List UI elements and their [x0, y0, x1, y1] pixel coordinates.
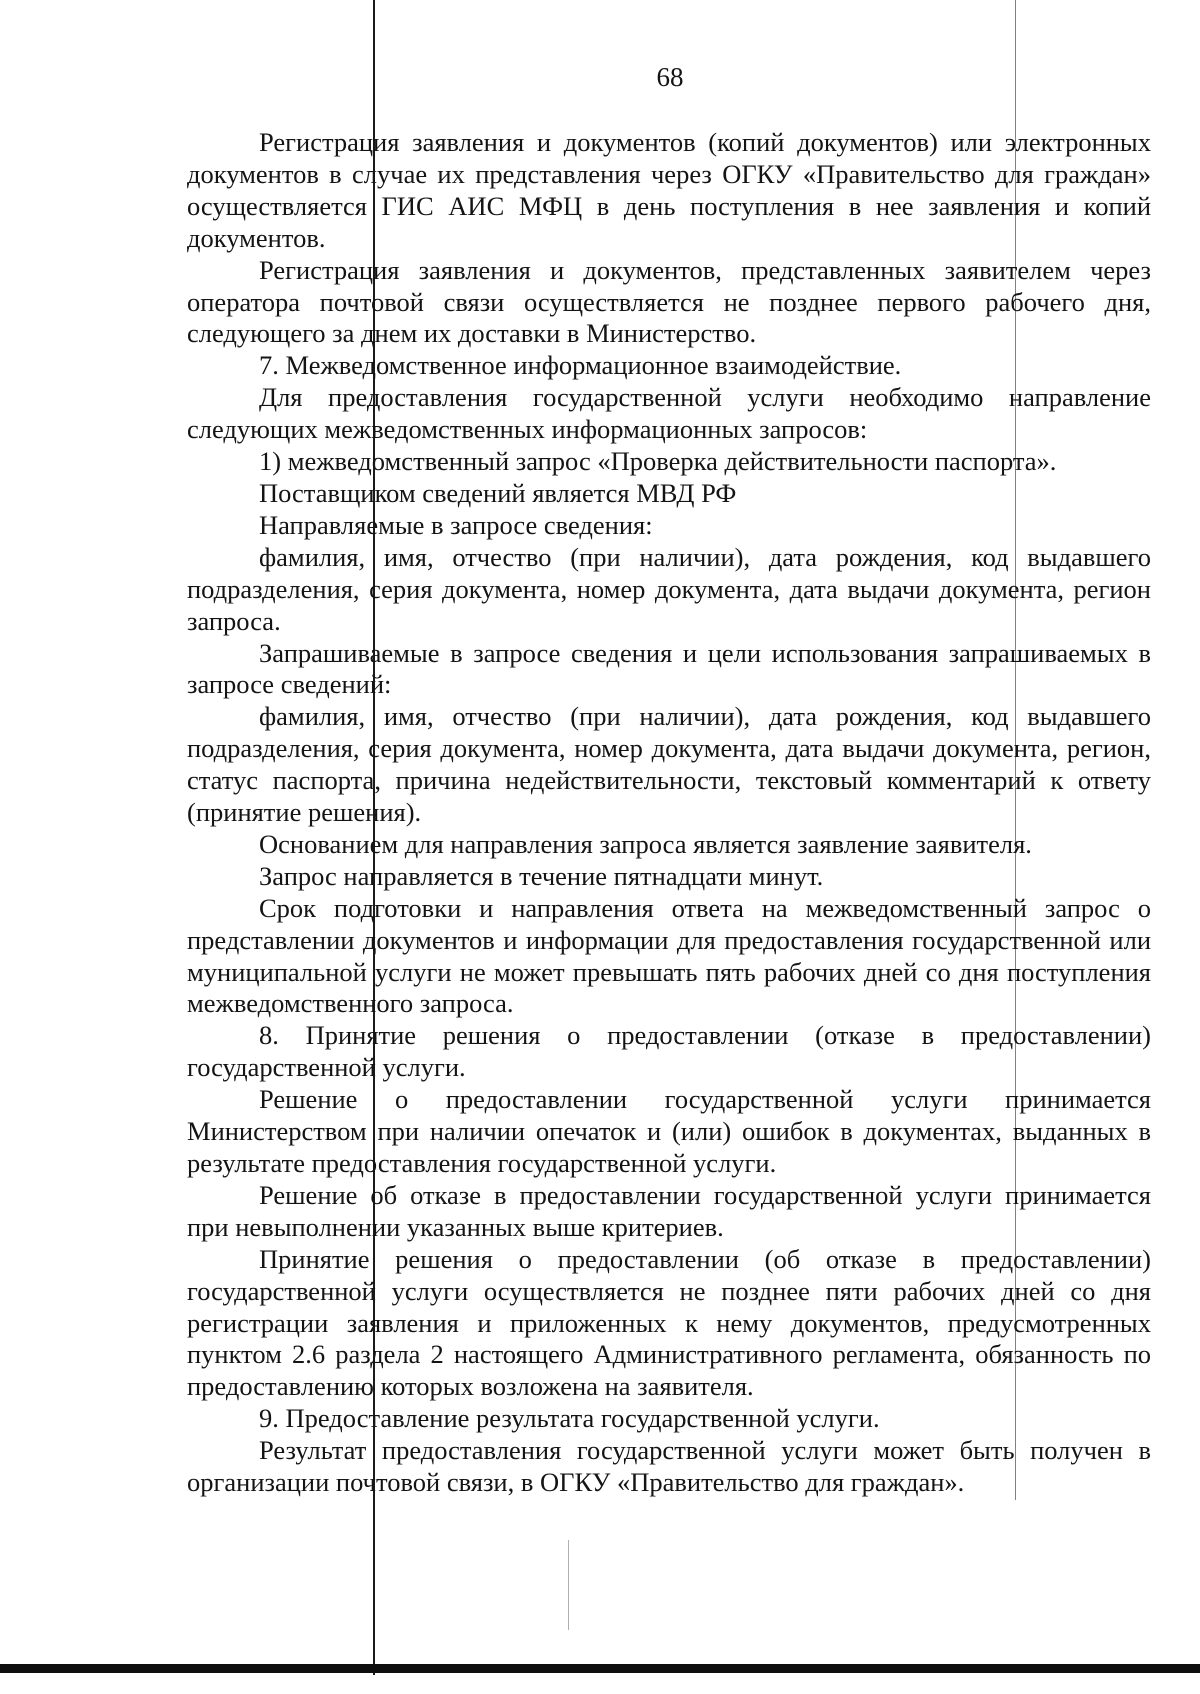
paragraph: Решение об отказе в предоставлении государственной услуги принимается при невыполнении указанных выше критериев. [187, 1179, 1151, 1242]
paragraph: фамилия, имя, отчество (при наличии), дата рождения, код выдавшего подразделения, серия документа, номер документа, дата выдачи документа, регион запроса. [187, 541, 1151, 636]
document-body [187, 127, 1151, 1499]
section-heading: 9. Предоставление результата государственной услуги. [259, 1403, 880, 1434]
section-heading: 8. Принятие решения о предоставлении (отказе в предоставлении) государственной услуги. [187, 1020, 1151, 1083]
paragraph: Запрос направляется в течение пятнадцати минут. [259, 860, 824, 891]
paragraph: Для предоставления государственной услуги необходимо направление следующих межведомственных информационных запросов: [187, 382, 1151, 445]
paragraph: Срок подготовки и направления ответа на межведомственный запрос о представлении документов и информации для предоставления государственной или муниципальной услуги не может превышать пять рабочих дней со дня поступления межведомственного запроса. [187, 892, 1151, 1019]
paragraph: Регистрация заявления и документов (копий документов) или электронных документов в случае их представления через ОГКУ «Правительство для граждан» осуществляется ГИС АИС МФЦ в день поступления в нее заявления и копий документов. [187, 127, 1151, 253]
paragraph: Решение о предоставлении государственной услуги принимается Министерством при наличии опечаток и (или) ошибок в документах, выданных в результате предоставления государственной услуги. [187, 1084, 1151, 1178]
paragraph: Принятие решения о предоставлении (об отказе в предоставлении) государственной услуги осуществляется не позднее пяти рабочих дней со дня регистрации заявления и приложенных к нему документов, предусмотренных пунктом 2.6 раздела 2 настоящего Административного регламента, обязанность по предоставлению которых возложена на заявителя. [187, 1243, 1151, 1402]
scan-bottom-edge [0, 1664, 1200, 1673]
paragraph: Регистрация заявления и документов, представленных заявителем через оператора почтовой связи осуществляется не позднее первого рабочего дня, следующего за днем их доставки в Министерство. [187, 254, 1151, 349]
paragraph: Поставщиком сведений является МВД РФ [259, 477, 737, 508]
section-heading: 7. Межведомственное информационное взаимодействие. [259, 350, 902, 381]
paragraph: Направляемые в запросе сведения: [259, 509, 653, 540]
paragraph: Основанием для направления запроса является заявление заявителя. [259, 828, 1032, 859]
paragraph: Запрашиваемые в запросе сведения и цели использования запрашиваемых в запросе сведений: [187, 637, 1151, 700]
paragraph: Результат предоставления государственной услуги может быть получен в организации почтовой связи, в ОГКУ «Правительство для граждан». [187, 1435, 1151, 1498]
page-number: 68 [656, 62, 684, 92]
scan-fold-line [568, 1540, 569, 1630]
list-item: 1) межведомственный запрос «Проверка действительности паспорта». [259, 446, 1057, 477]
paragraph: фамилия, имя, отчество (при наличии), дата рождения, код выдавшего подразделения, серия документа, номер документа, дата выдачи документа, регион, статус паспорта, причина недействительности, текстовый комментарий к ответу (принятие решения). [187, 701, 1151, 828]
